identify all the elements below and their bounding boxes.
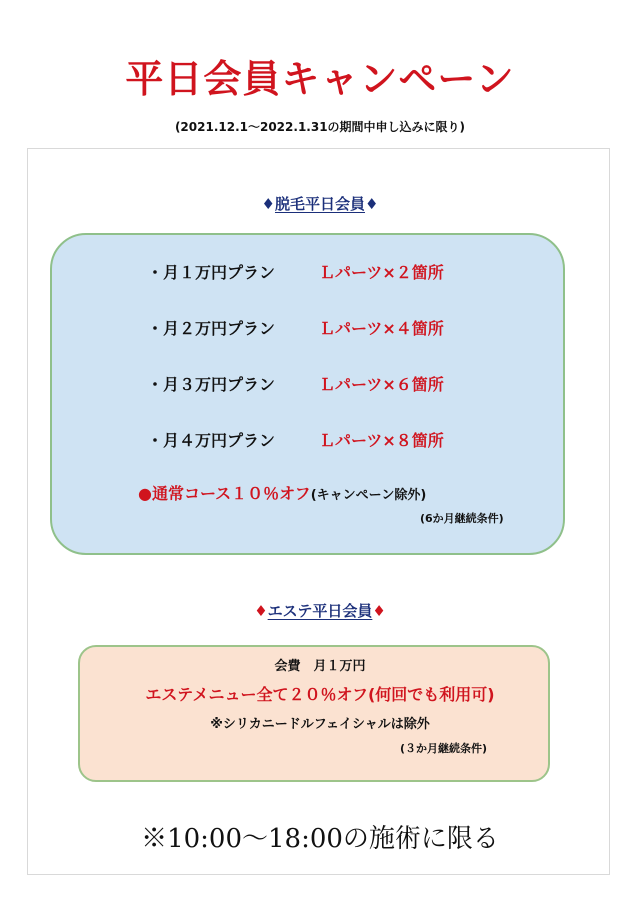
datsumo-condition: (6か月継続条件) — [420, 512, 504, 525]
plan-value: Ｌパーツ×８箇所 — [319, 431, 444, 450]
plan-row — [147, 260, 444, 283]
plan-value: Ｌパーツ×４箇所 — [319, 319, 444, 338]
plan-value: Ｌパーツ×６箇所 — [319, 375, 444, 394]
plan-row — [147, 316, 444, 339]
esthe-discount: エステメニュー全て２０％オフ(何回でも利用可) — [145, 685, 495, 704]
datsumo-section-heading — [0, 193, 640, 214]
diamond-icon: ♦ — [372, 602, 386, 620]
plan-row — [147, 428, 444, 451]
course-discount — [138, 481, 426, 504]
diamond-icon: ♦ — [365, 195, 379, 213]
plan-name: ・月１万円プラン — [147, 263, 276, 282]
esthe-heading-label: エステ平日会員 — [267, 602, 373, 620]
diamond-icon: ♦ — [254, 602, 268, 620]
campaign-period: (2021.12.1～2022.1.31の期間中申し込みに限り) — [174, 120, 466, 134]
service-hours-note: ※10:00～18:00の施術に限る — [141, 824, 499, 854]
datsumo-heading-label: 脱毛平日会員 — [274, 195, 365, 213]
course-discount-text: ●通常コース１０％オフ — [138, 484, 311, 503]
esthe-condition: (３か月継続条件) — [400, 742, 488, 755]
plan-row — [147, 372, 444, 395]
course-discount-note: (キャンペーン除外) — [310, 488, 427, 503]
plan-name: ・月２万円プラン — [147, 319, 276, 338]
esthe-fee: 会費 月１万円 — [274, 659, 366, 674]
esthe-section-heading — [0, 600, 640, 621]
page-title: 平日会員キャンペーン — [125, 57, 515, 101]
plan-name: ・月４万円プラン — [147, 431, 276, 450]
diamond-icon: ♦ — [261, 195, 275, 213]
plan-name: ・月３万円プラン — [147, 375, 276, 394]
esthe-exclusion-note: ※シリカニードルフェイシャルは除外 — [210, 717, 430, 732]
plan-value: Ｌパーツ×２箇所 — [319, 263, 444, 282]
